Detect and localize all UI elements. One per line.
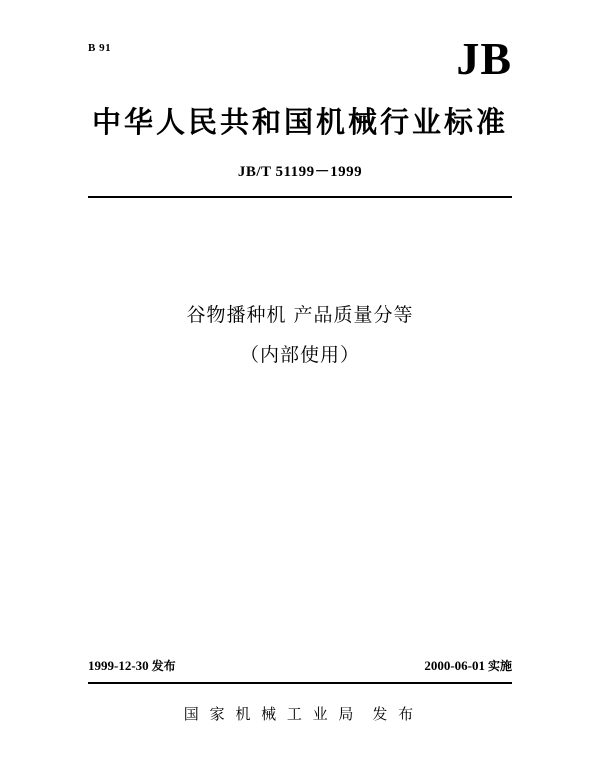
document-subtitle: （内部使用）: [239, 344, 360, 366]
classification-code: B 91: [88, 42, 112, 54]
issuing-body-title: 中华人民共和国机械行业标准: [91, 105, 508, 139]
effective-date-value: 2000-06-01: [424, 658, 485, 673]
issue-date-label: 发布: [151, 659, 176, 673]
effective-date-block: [424, 657, 512, 674]
publisher-block: [0, 703, 600, 724]
divider-bottom: [88, 682, 512, 684]
standard-number: JB/T 51199－1999: [237, 164, 363, 180]
issue-date-block: [88, 657, 176, 674]
standard-mark-jb: JB: [456, 33, 512, 84]
publisher-action: 发 布: [372, 705, 417, 723]
issue-date-value: 1999-12-30: [88, 658, 149, 673]
publisher-name: 国 家 机 械 工 业 局: [183, 705, 357, 723]
effective-date-label: 实施: [487, 659, 512, 673]
document-title: 谷物播种机 产品质量分等: [186, 304, 414, 326]
divider-top: [88, 196, 512, 198]
